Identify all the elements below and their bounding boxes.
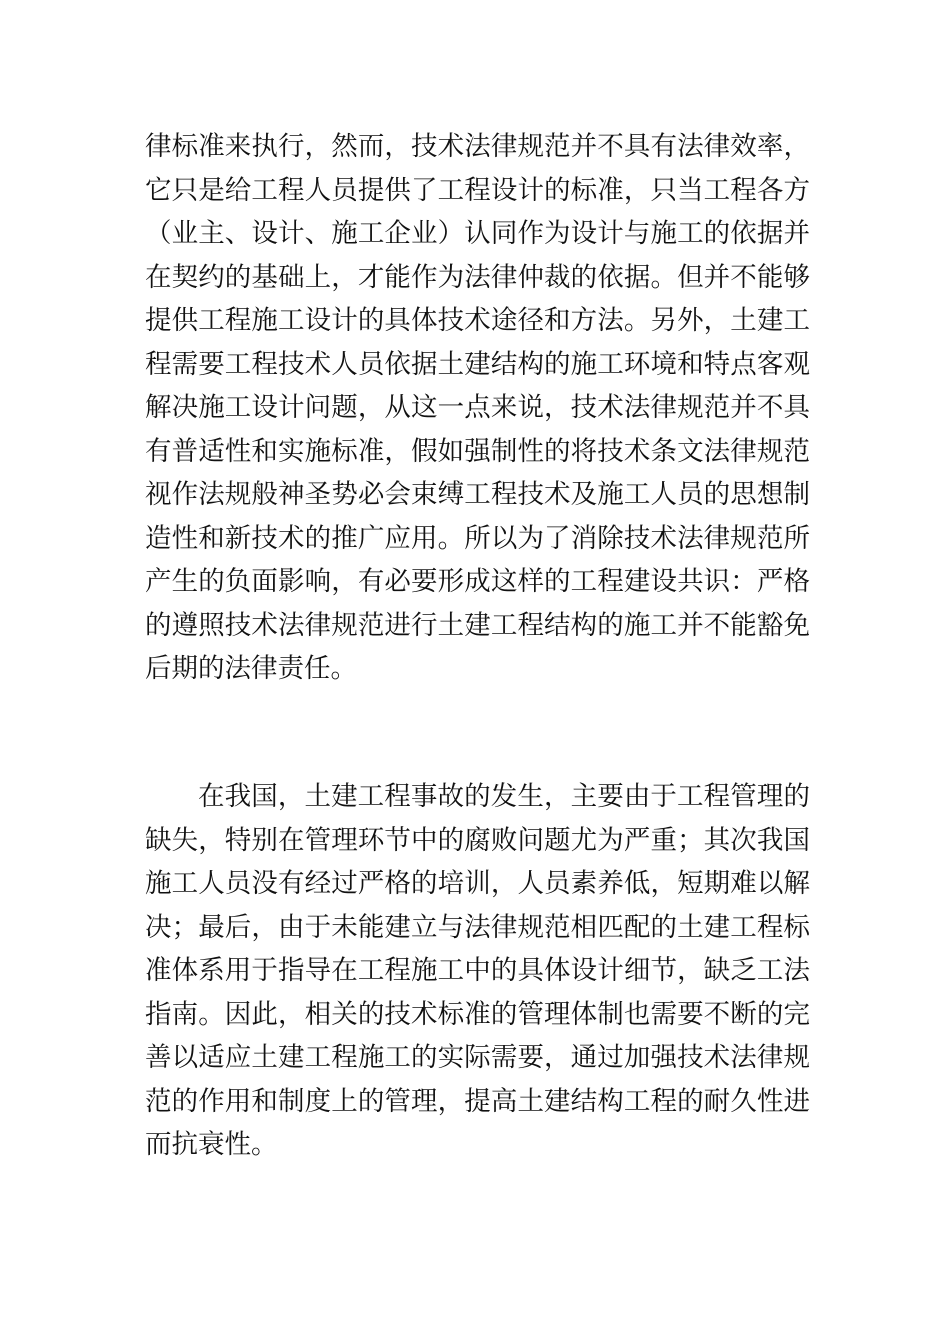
text-line: 它只是给工程人员提供了工程设计的标准，只当工程各方 [145, 174, 810, 206]
text-line: 在契约的基础上，才能作为法律仲裁的依据。但并不能够 [145, 261, 810, 293]
text-line: 产生的负面影响，有必要形成这样的工程建设共识：严格 [145, 566, 810, 597]
text-line: 范的作用和制度上的管理，提高土建结构工程的耐久性进 [145, 1085, 810, 1117]
text-line: 施工人员没有经过严格的培训，人员素养低，短期难以解 [145, 868, 810, 899]
text-line: 有普适性和实施标准，假如强制性的将技术条文法律规范 [145, 435, 810, 467]
text-line: 准体系用于指导在工程施工中的具体设计细节，缺乏工法 [145, 955, 810, 986]
text-line: 善以适应土建工程施工的实际需要，通过加强技术法律规 [145, 1042, 810, 1073]
text-line: 的遵照技术法律规范进行土建工程结构的施工并不能豁免 [145, 609, 810, 641]
text-line: 解决施工设计问题，从这一点来说，技术法律规范并不具 [145, 392, 810, 423]
text-line: （业主、设计、施工企业）认同作为设计与施工的依据并 [145, 218, 810, 249]
text-line: 提供工程施工设计的具体技术途径和方法。另外，土建工 [145, 305, 810, 336]
text-line: 程需要工程技术人员依据土建结构的施工环境和特点客观 [145, 348, 810, 380]
text-line: 缺失，特别在管理环节中的腐败问题尤为严重；其次我国 [145, 824, 810, 856]
text-line-last: 后期的法律责任。 [145, 653, 357, 684]
text-line: 视作法规般神圣势必会束缚工程技术及施工人员的思想制 [145, 479, 810, 510]
text-line: 决；最后，由于未能建立与法律规范相匹配的土建工程标 [145, 911, 810, 943]
text-line-last: 而抗衰性。 [145, 1129, 278, 1160]
text-line-first: 在我国，土建工程事故的发生，主要由于工程管理的 [198, 781, 810, 812]
text-line: 造性和新技术的推广应用。所以为了消除技术法律规范所 [145, 522, 810, 554]
paragraph-1 [145, 125, 810, 691]
text-line: 指南。因此，相关的技术标准的管理体制也需要不断的完 [145, 998, 810, 1030]
text-line: 律标准来执行，然而，技术法律规范并不具有法律效率， [145, 131, 810, 162]
paragraph-2 [145, 775, 810, 1167]
